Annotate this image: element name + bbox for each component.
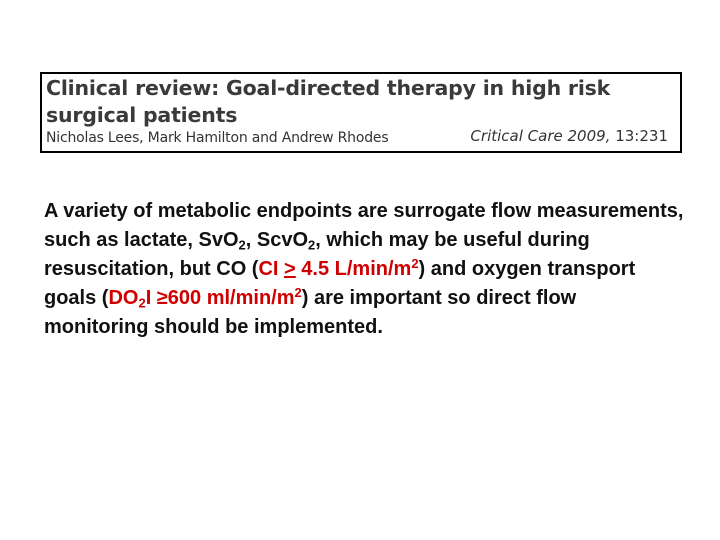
ci-value: 4.5 L/min/m [295, 258, 412, 280]
journal-volume: 13:231 [615, 127, 668, 145]
ci-operator: > [284, 258, 296, 280]
body-text-o1: O [222, 229, 239, 251]
subscript-2b: 2 [308, 237, 316, 253]
body-text-1: A variety of metabolic endpoints are surrogate flow measurements, such as lactate, Sv [44, 200, 684, 251]
body-text-2: , Scv [245, 229, 293, 251]
body-text-5: ) are important so direct flow monitoring should be implemented. [44, 287, 577, 338]
do2-subscript: 2 [138, 295, 146, 311]
body-text-3: , which may be useful during resuscitation, but CO ( [44, 229, 590, 280]
journal-citation [470, 127, 668, 145]
do2-label: DO [108, 287, 139, 309]
ci-label: CI [258, 258, 285, 280]
body-text-4: ) and oxygen transport goals ( [44, 258, 636, 309]
do2-superscript: 2 [294, 284, 302, 300]
article-authors: Nicholas Lees, Mark Hamilton and Andrew Rhodes [46, 130, 389, 146]
article-title: Clinical review: Goal-directed therapy in high risk surgical patients [46, 76, 611, 127]
body-text-o2: O [292, 229, 309, 251]
body-paragraph [44, 197, 684, 342]
citation-box [40, 72, 682, 153]
ci-superscript: 2 [411, 255, 419, 271]
journal-name: Critical Care 2009, [470, 127, 611, 145]
do2-value: I ≥600 ml/min/m [145, 287, 295, 309]
subscript-2: 2 [238, 237, 246, 253]
